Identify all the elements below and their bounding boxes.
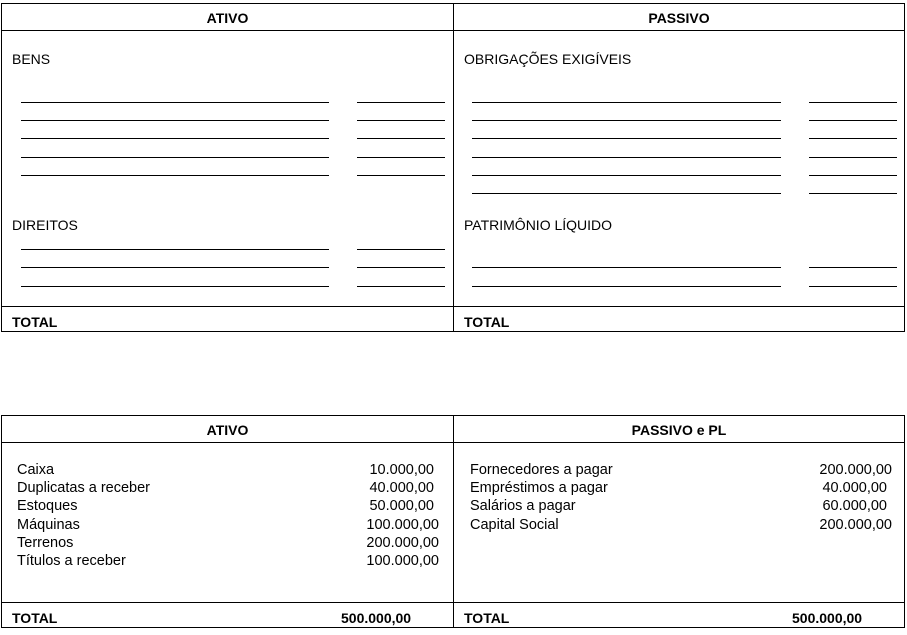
blank-line — [21, 102, 329, 103]
ativo-total-row — [2, 306, 453, 331]
obrigacoes-label: OBRIGAÇÕES EXIGÍVEIS — [464, 51, 632, 67]
blank-value-line — [809, 120, 897, 121]
item-name: Estoques — [17, 498, 78, 515]
blank-value-line — [357, 157, 445, 158]
total-label: TOTAL — [12, 314, 58, 330]
item-name: Terrenos — [17, 534, 74, 551]
blank-value-line — [809, 102, 897, 103]
blank-line — [472, 102, 781, 103]
total-label: TOTAL — [464, 314, 510, 330]
item-name: Salários a pagar — [470, 498, 576, 515]
blank-value-line — [357, 138, 445, 139]
item-name: Fornecedores a pagar — [470, 462, 613, 478]
blank-line — [21, 120, 329, 121]
item-name: Duplicatas a receber — [17, 480, 150, 497]
passivo-pl-header: PASSIVO e PL — [454, 416, 904, 443]
item-value: 100.000,00 — [366, 552, 439, 569]
passivo-column — [454, 4, 904, 331]
list-item — [17, 516, 439, 534]
blank-value-line — [809, 286, 897, 287]
ativo-column — [2, 4, 454, 331]
blank-line — [21, 286, 329, 287]
total-label: TOTAL — [464, 610, 510, 626]
blank-line — [472, 138, 781, 139]
blank-line — [472, 120, 781, 121]
blank-value-line — [357, 286, 445, 287]
total-value: 500.000,00 — [792, 610, 863, 626]
item-value: 200.000,00 — [366, 534, 439, 551]
blank-value-line — [357, 175, 445, 176]
list-item — [17, 479, 439, 497]
list-item — [470, 497, 892, 515]
blank-line — [21, 267, 329, 268]
blank-line — [472, 157, 781, 158]
blank-line — [21, 175, 329, 176]
passivo-total-row — [454, 306, 904, 331]
list-item — [17, 552, 439, 570]
balance-template-table — [1, 3, 905, 332]
blank-value-line — [809, 157, 897, 158]
blank-line — [21, 138, 329, 139]
item-name: Caixa — [17, 462, 55, 478]
blank-line — [472, 267, 781, 268]
passivo-total-row — [454, 602, 904, 627]
list-item — [470, 461, 892, 479]
blank-value-line — [357, 120, 445, 121]
item-value: 200.000,00 — [819, 516, 892, 533]
list-item — [17, 497, 439, 515]
ativo-header: ATIVO — [2, 4, 453, 31]
item-value: 200.000,00 — [819, 462, 892, 478]
blank-value-line — [357, 249, 445, 250]
blank-value-line — [809, 193, 897, 194]
item-name: Máquinas — [17, 516, 80, 533]
blank-value-line — [809, 175, 897, 176]
blank-value-line — [809, 138, 897, 139]
total-label: TOTAL — [12, 610, 58, 626]
list-item — [17, 461, 439, 479]
item-value: 40.000,00 — [822, 480, 887, 497]
blank-line — [472, 193, 781, 194]
item-value: 100.000,00 — [366, 516, 439, 533]
direitos-label: DIREITOS — [12, 217, 78, 233]
item-name: Empréstimos a pagar — [470, 480, 608, 497]
list-item — [17, 534, 439, 552]
blank-value-line — [809, 267, 897, 268]
item-value: 40.000,00 — [369, 480, 434, 497]
blank-value-line — [357, 267, 445, 268]
list-item — [470, 479, 892, 497]
ativo-total-row — [2, 602, 453, 627]
blank-line — [21, 249, 329, 250]
total-value: 500.000,00 — [341, 610, 412, 626]
item-value: 10.000,00 — [369, 462, 434, 478]
passivo-header: PASSIVO — [454, 4, 904, 31]
list-item — [470, 516, 892, 534]
patrimonio-liquido-label: PATRIMÔNIO LÍQUIDO — [464, 217, 613, 233]
ativo-header: ATIVO — [2, 416, 453, 443]
item-value: 60.000,00 — [822, 498, 887, 515]
blank-line — [21, 157, 329, 158]
passivo-item-list — [470, 461, 892, 534]
item-name: Capital Social — [470, 516, 559, 533]
bens-label: BENS — [12, 51, 51, 67]
blank-value-line — [357, 102, 445, 103]
ativo-item-list — [17, 461, 439, 570]
blank-line — [472, 175, 781, 176]
blank-line — [472, 286, 781, 287]
item-name: Títulos a receber — [17, 552, 126, 569]
item-value: 50.000,00 — [369, 498, 434, 515]
